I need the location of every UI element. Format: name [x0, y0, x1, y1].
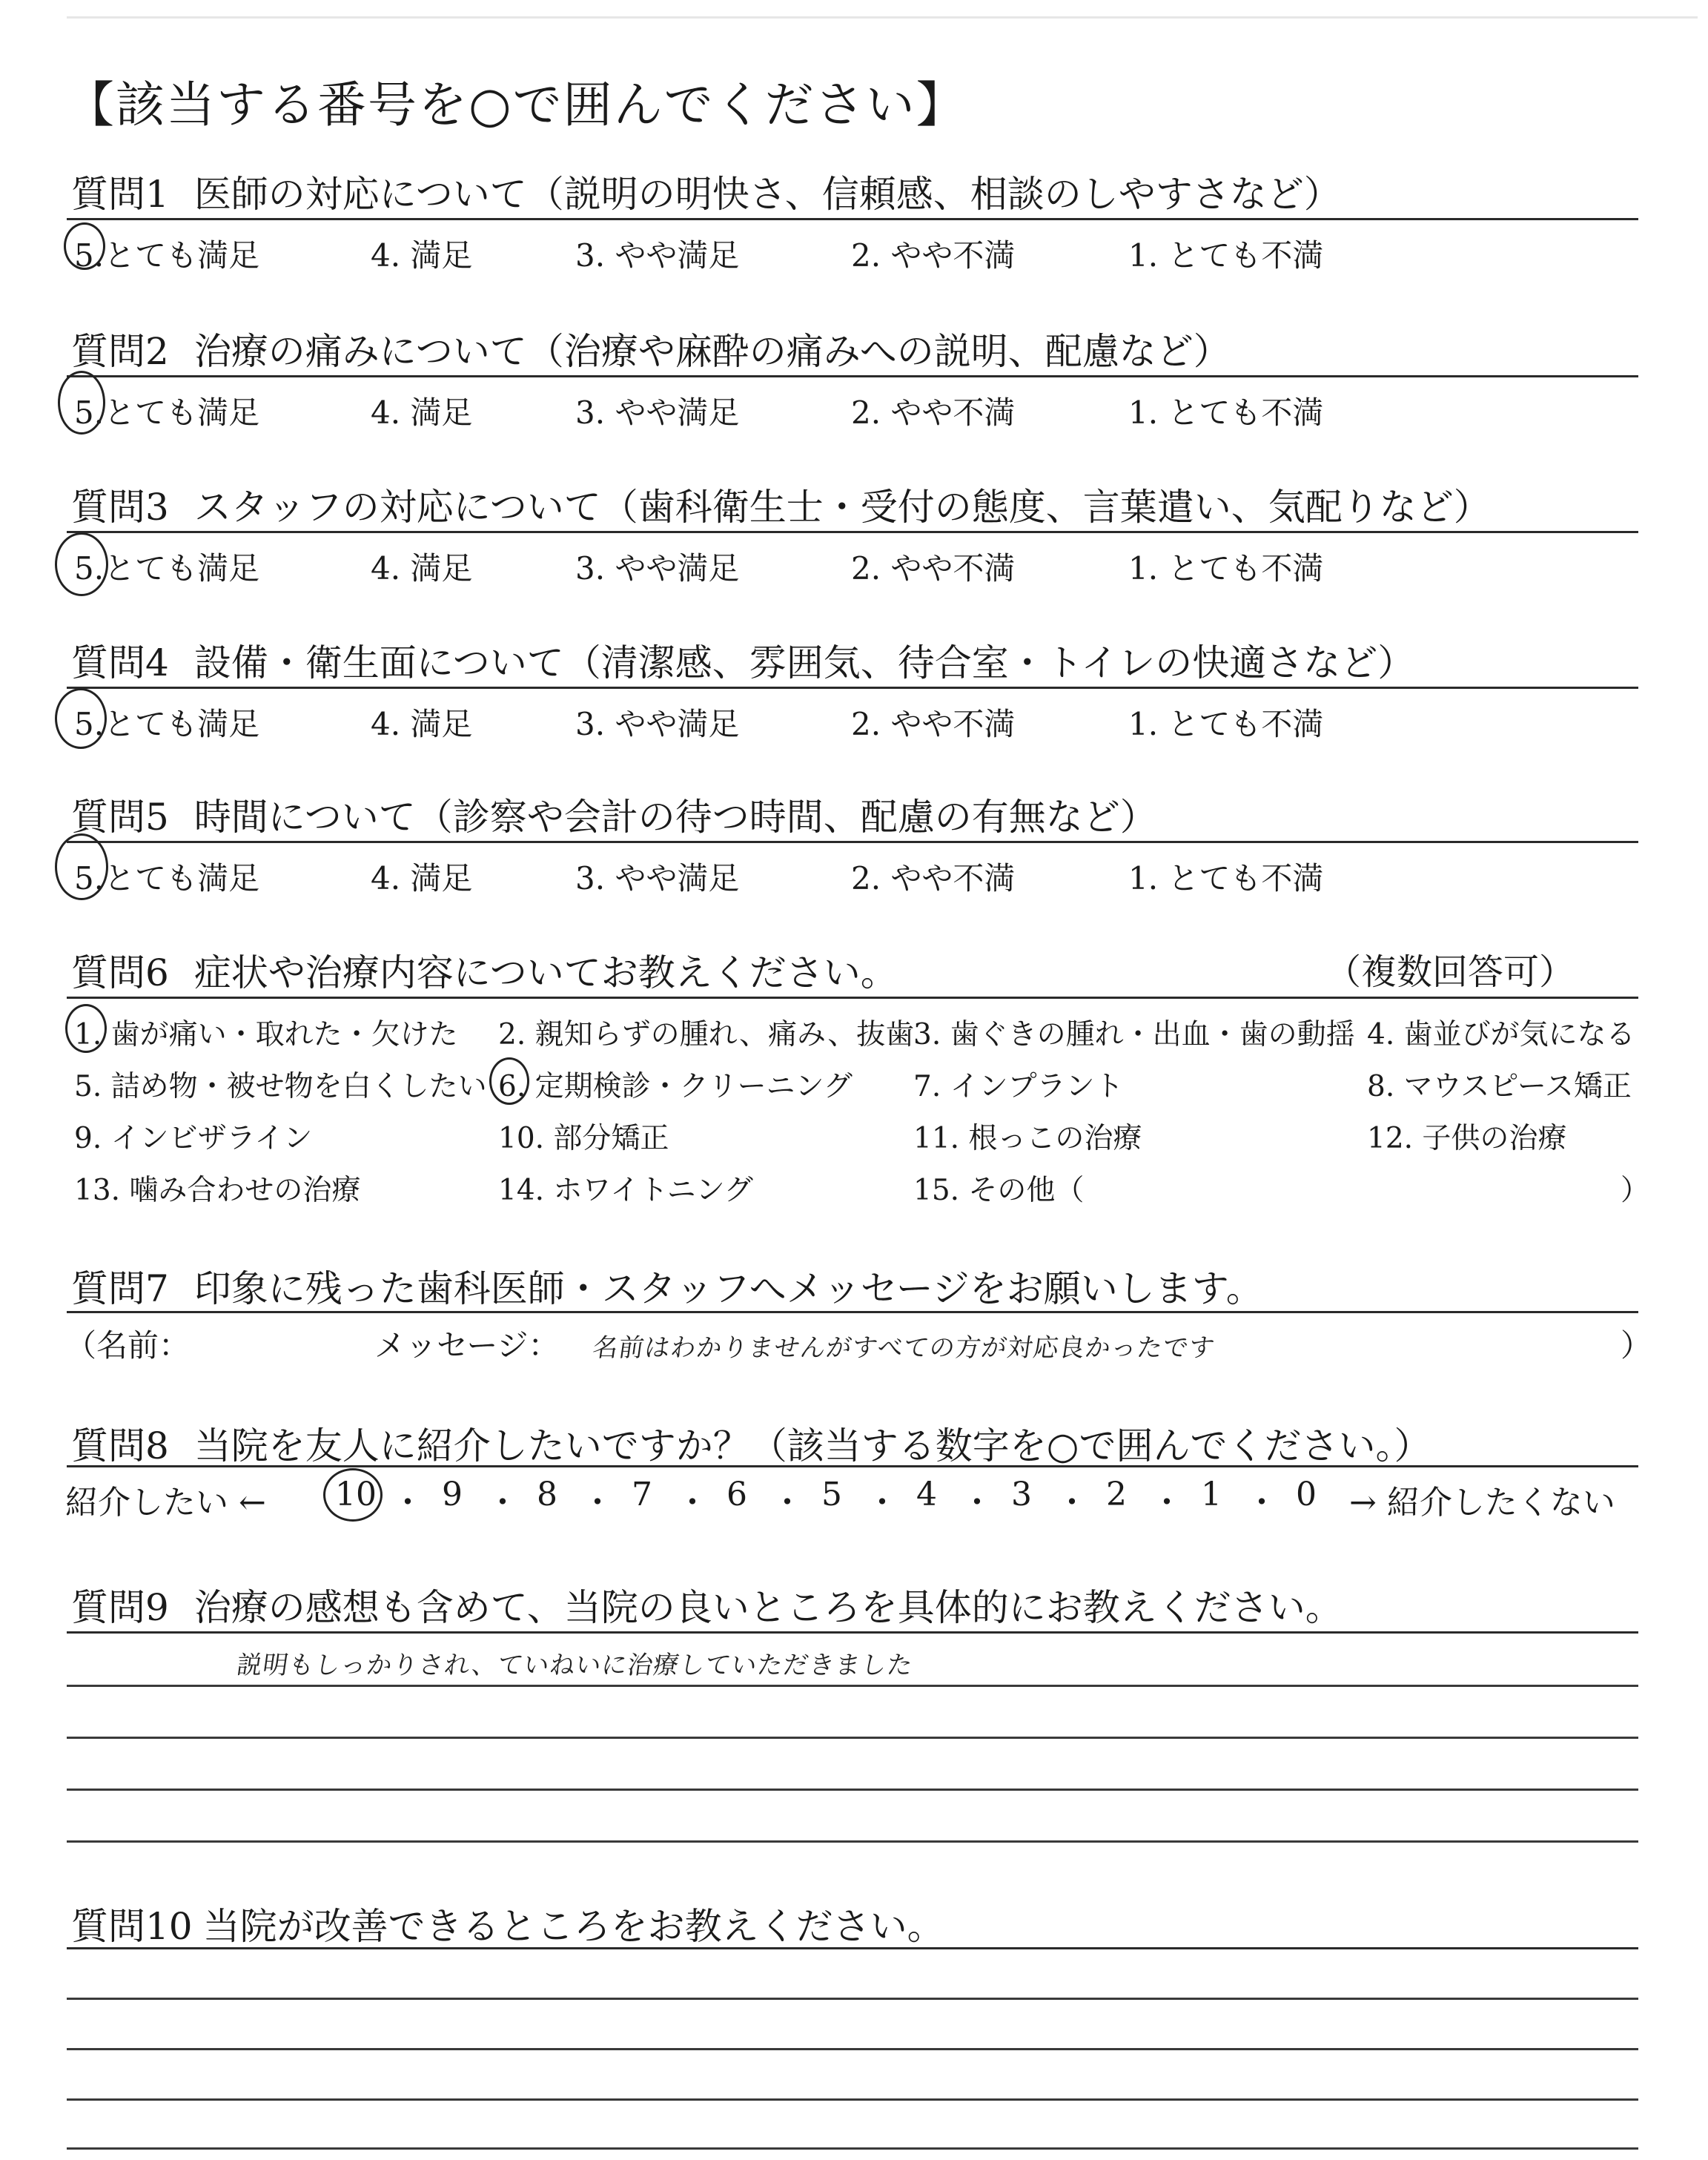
- symptom-2[interactable]: 2. 親知らずの腫れ、痛み、抜歯: [498, 1018, 915, 1051]
- score-0[interactable]: 0: [1296, 1476, 1317, 1513]
- question-3-text: スタッフの対応について（歯科衛生士・受付の態度、言葉遣い、気配りなど）: [193, 486, 1491, 529]
- answer-line: [67, 1998, 1638, 2000]
- score-separator: ・: [866, 1484, 898, 1522]
- question-3: [71, 478, 1491, 531]
- symptom-15[interactable]: 15. その他（: [913, 1174, 1085, 1207]
- symptom-8[interactable]: 8. マウスピース矯正: [1367, 1070, 1632, 1103]
- question-3-rule: [67, 531, 1638, 533]
- q2-option-3[interactable]: 3. やや満足: [575, 394, 740, 431]
- answer-line: [67, 1685, 1638, 1687]
- symptom-3[interactable]: 3. 歯ぐきの腫れ・出血・歯の動揺: [913, 1018, 1355, 1051]
- q4-option-5[interactable]: 5.とても満足: [74, 706, 260, 742]
- question-3-number: 質問3: [71, 486, 169, 529]
- score-separator: ・: [581, 1484, 614, 1522]
- q1-option-1[interactable]: 1. とても不満: [1128, 237, 1324, 274]
- q4-option-4[interactable]: 4. 満足: [371, 706, 473, 742]
- question-10-text: 当院が改善できるところをお教えください。: [202, 1905, 944, 1948]
- answer-line: [67, 1789, 1638, 1791]
- question-1-number: 質問1: [71, 173, 169, 216]
- symptom-4[interactable]: 4. 歯並びが気になる: [1367, 1018, 1635, 1051]
- symptom-12[interactable]: 12. 子供の治療: [1367, 1122, 1567, 1155]
- score-separator: ・: [1151, 1484, 1183, 1522]
- top-border: [67, 16, 1698, 19]
- score-separator: ・: [486, 1484, 519, 1522]
- question-10-number: 質問10: [71, 1905, 193, 1948]
- question-8-text: 当院を友人に紹介したいですか？（該当する数字を○で囲んでください。）: [193, 1424, 1431, 1467]
- q1-option-5[interactable]: 5.とても満足: [74, 237, 260, 274]
- q3-option-4[interactable]: 4. 満足: [371, 550, 473, 587]
- symptom-5[interactable]: 5. 詰め物・被せ物を白くしたい: [74, 1070, 487, 1103]
- answer-line: [67, 1737, 1638, 1739]
- q3-option-2[interactable]: 2. やや不満: [851, 550, 1016, 587]
- question-2: [71, 322, 1231, 375]
- q5-option-1[interactable]: 1. とても不満: [1128, 860, 1324, 896]
- q3-option-3[interactable]: 3. やや満足: [575, 550, 740, 587]
- recommend-right-label: → 紹介したくない: [1349, 1484, 1615, 1522]
- q5-option-3[interactable]: 3. やや満足: [575, 860, 740, 896]
- answer-line: [67, 2147, 1638, 2150]
- question-8-rule: [67, 1465, 1638, 1467]
- score-4[interactable]: 4: [916, 1476, 937, 1513]
- score-7[interactable]: 7: [632, 1476, 652, 1513]
- score-separator: ・: [1245, 1484, 1278, 1522]
- handwritten-message[interactable]: 名前はわかりませんがすべての方が対応良かったです: [590, 1333, 1217, 1363]
- question-8: [71, 1416, 1431, 1470]
- question-7: [71, 1259, 1263, 1312]
- question-4-rule: [67, 687, 1638, 689]
- symptom-6[interactable]: 6. 定期検診・クリーニング: [498, 1070, 853, 1103]
- score-separator: ・: [771, 1484, 804, 1522]
- score-separator: ・: [676, 1484, 709, 1522]
- handwritten-good-points[interactable]: 説明もしっかりされ、ていねいに治療していただきました: [234, 1651, 916, 1680]
- score-separator: ・: [961, 1484, 993, 1522]
- score-9[interactable]: 9: [442, 1476, 463, 1513]
- q4-option-3[interactable]: 3. やや満足: [575, 706, 740, 742]
- question-7-number: 質問7: [71, 1267, 169, 1310]
- score-3[interactable]: 3: [1011, 1476, 1032, 1513]
- question-6-multi-note: （複数回答可）: [1325, 951, 1575, 993]
- score-separator: ・: [1056, 1484, 1088, 1522]
- question-5: [71, 787, 1157, 841]
- score-separator: ・: [391, 1484, 424, 1522]
- score-1[interactable]: 1: [1201, 1476, 1222, 1513]
- score-5[interactable]: 5: [821, 1476, 842, 1513]
- question-5-number: 質問5: [71, 796, 169, 839]
- question-6-rule: [67, 997, 1638, 999]
- question-1-text: 医師の対応について（説明の明快さ、信頼感、相談のしやすさなど）: [193, 173, 1341, 216]
- q3-option-5[interactable]: 5.とても満足: [74, 550, 260, 587]
- score-2[interactable]: 2: [1106, 1476, 1127, 1513]
- message-label: メッセージ：: [374, 1327, 560, 1364]
- question-1-rule: [67, 218, 1638, 220]
- question-2-text: 治療の痛みについて（治療や麻酔の痛みへの説明、配慮など）: [193, 330, 1231, 373]
- q5-option-2[interactable]: 2. やや不満: [851, 860, 1016, 896]
- score-10[interactable]: 10: [335, 1476, 377, 1513]
- answer-line: [67, 2098, 1638, 2101]
- symptom-11[interactable]: 11. 根っこの治療: [913, 1122, 1142, 1155]
- q1-option-2[interactable]: 2. やや不満: [851, 237, 1016, 274]
- question-6-number: 質問6: [71, 951, 169, 994]
- question-5-text: 時間について（診察や会計の待つ時間、配慮の有無など）: [193, 796, 1157, 839]
- question-4-text: 設備・衛生面について（清潔感、雰囲気、待合室・トイレの快適さなど）: [193, 641, 1415, 684]
- q4-option-1[interactable]: 1. とても不満: [1128, 706, 1324, 742]
- question-5-rule: [67, 841, 1638, 843]
- staff-name-label: （名前：: [65, 1327, 191, 1364]
- question-6: [71, 943, 898, 997]
- question-9-text: 治療の感想も含めて、当院の良いところを具体的にお教えください。: [193, 1586, 1343, 1629]
- answer-line: [67, 2048, 1638, 2050]
- question-6-text: 症状や治療内容についてお教えください。: [193, 951, 898, 994]
- q4-option-2[interactable]: 2. やや不満: [851, 706, 1016, 742]
- q5-option-5[interactable]: 5.とても満足: [74, 860, 260, 896]
- recommend-left-label: 紹介したい ←: [65, 1484, 266, 1522]
- symptom-13[interactable]: 13. 噛み合わせの治療: [74, 1174, 361, 1207]
- symptom-14[interactable]: 14. ホワイトニング: [498, 1174, 753, 1207]
- score-8[interactable]: 8: [537, 1476, 557, 1513]
- symptom-15-close: ）: [1621, 1174, 1650, 1207]
- message-close: ）: [1621, 1327, 1652, 1364]
- question-2-rule: [67, 375, 1638, 377]
- symptom-1[interactable]: 1. 歯が痛い・取れた・欠けた: [74, 1018, 458, 1051]
- question-10: [71, 1897, 944, 1950]
- q2-option-4[interactable]: 4. 満足: [371, 394, 473, 431]
- symptom-7[interactable]: 7. インプラント: [913, 1070, 1124, 1103]
- form-heading: 【該当する番号を○で囲んでください】: [65, 76, 967, 133]
- q2-option-5[interactable]: 5.とても満足: [74, 394, 260, 431]
- question-7-rule: [67, 1311, 1638, 1313]
- answer-line: [67, 1840, 1638, 1843]
- q1-option-3[interactable]: 3. やや満足: [575, 237, 740, 274]
- score-6[interactable]: 6: [726, 1476, 747, 1513]
- question-9-rule: [67, 1631, 1638, 1634]
- question-2-number: 質問2: [71, 330, 169, 373]
- question-8-number: 質問8: [71, 1424, 169, 1467]
- question-10-rule: [67, 1947, 1638, 1949]
- q1-option-4[interactable]: 4. 満足: [371, 237, 473, 274]
- question-9-number: 質問9: [71, 1586, 169, 1629]
- question-7-text: 印象に残った歯科医師・スタッフへメッセージをお願いします。: [193, 1267, 1263, 1310]
- q5-option-4[interactable]: 4. 満足: [371, 860, 473, 896]
- symptom-10[interactable]: 10. 部分矯正: [498, 1122, 669, 1155]
- q3-option-1[interactable]: 1. とても不満: [1128, 550, 1324, 587]
- question-4: [71, 633, 1414, 687]
- symptom-9[interactable]: 9. インビザライン: [74, 1122, 313, 1155]
- question-9: [71, 1578, 1343, 1631]
- q2-option-1[interactable]: 1. とても不満: [1128, 394, 1324, 431]
- question-1: [71, 165, 1341, 218]
- question-4-number: 質問4: [71, 641, 169, 684]
- q2-option-2[interactable]: 2. やや不満: [851, 394, 1016, 431]
